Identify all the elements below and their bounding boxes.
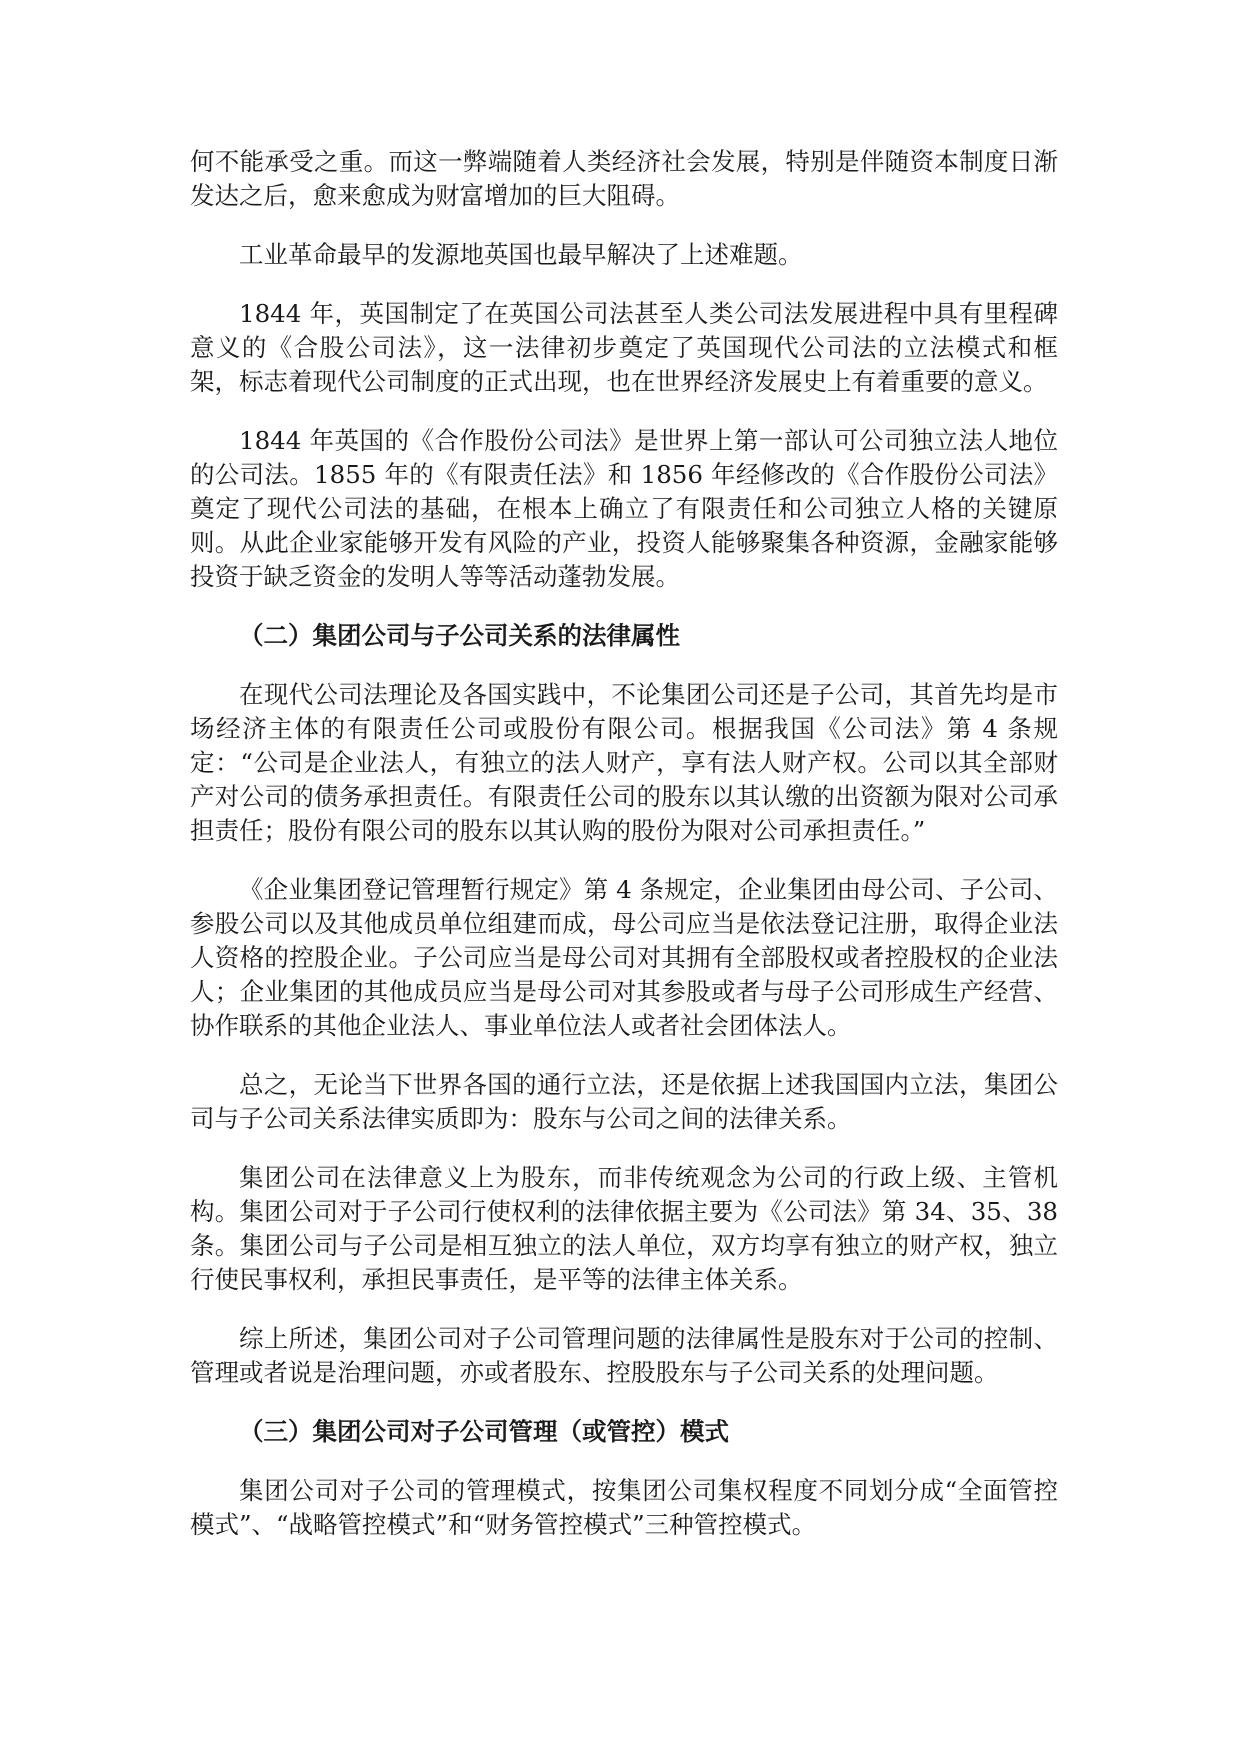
paragraph-shareholder-relation: 总之，无论当下世界各国的通行立法，还是依据上述我国国内立法，集团公司与子公司关系法律实质即为：股东与公司之间的法律关系。 (190, 1070, 1058, 1133)
paragraph-control-modes: 集团公司对子公司的管理模式，按集团公司集权程度不同划分成“全面管控模式”、“战略管控模式”和“财务管控模式”三种管控模式。 (190, 1476, 1058, 1539)
paragraph-industrial-revolution: 工业革命最早的发源地英国也最早解决了上述难题。 (239, 240, 803, 269)
paragraph-group-as-shareholder: 集团公司在法律意义上为股东，而非传统观念为公司的行政上级、主管机构。集团公司对于子公司行使权利的法律依据主要为《公司法》第 34、35、38 条。集团公司与子公司是相互独立的法人单位，双方均享有独立的财产权，独立行使民事权利，承担民事责任，是平等的法律主体关系。 (190, 1163, 1058, 1294)
paragraph-summary: 综上所述，集团公司对子公司管理问题的法律属性是股东对于公司的控制、管理或者说是治理问题，亦或者股东、控股股东与子公司关系的处理问题。 (190, 1324, 1058, 1387)
paragraph-1844-joint-stock-act: 1844 年，英国制定了在英国公司法甚至人类公司法发展进程中具有里程碑意义的《合股公司法》，这一法律初步奠定了英国现代公司法的立法模式和框架，标志着现代公司制度的正式出现，也在世界经济发展史上有着重要的意义。 (190, 299, 1058, 396)
section-heading-management-modes: （三）集团公司对子公司管理（或管控）模式 (239, 1417, 729, 1446)
paragraph-company-law-article-4: 在现代公司法理论及各国实践中，不论集团公司还是子公司，其首先均是市场经济主体的有限责任公司或股份有限公司。根据我国《公司法》第 4 条规定：“公司是企业法人，有独立的法人财产，享有法人财产权。公司以其全部财产对公司的债务承担责任。有限责任公司的股东以其认缴的出资额为限对公司承担责任；股份有限公司的股东以其认购的股份为限对公司承担责任。” (190, 680, 1058, 845)
section-heading-legal-attributes: （二）集团公司与子公司关系的法律属性 (239, 621, 680, 650)
paragraph-enterprise-group-regulation: 《企业集团登记管理暂行规定》第 4 条规定，企业集团由母公司、子公司、参股公司以及其他成员单位组建而成，母公司应当是依法登记注册，取得企业法人资格的控股企业。子公司应当是母公司对其拥有全部股权或者控股权的企业法人；企业集团的其他成员应当是母公司对其参股或者与母子公司形成生产经营、协作联系的其他企业法人、事业单位法人或者社会团体法人。 (190, 875, 1058, 1040)
paragraph-limited-liability-history: 1844 年英国的《合作股份公司法》是世界上第一部认可公司独立法人地位的公司法。1855 年的《有限责任法》和 1856 年经修改的《合作股份公司法》奠定了现代公司法的基础，在根本上确立了有限责任和公司独立人格的关键原则。从此企业家能够开发有风险的产业，投资人能够聚集各种资源，金融家能够投资于缺乏资金的发明人等等活动蓬勃发展。 (190, 426, 1058, 591)
paragraph-continuation: 何不能承受之重。而这一弊端随着人类经济社会发展，特别是伴随资本制度日渐发达之后，愈来愈成为财富增加的巨大阻碍。 (190, 147, 1058, 210)
document-page (190, 145, 1058, 1567)
